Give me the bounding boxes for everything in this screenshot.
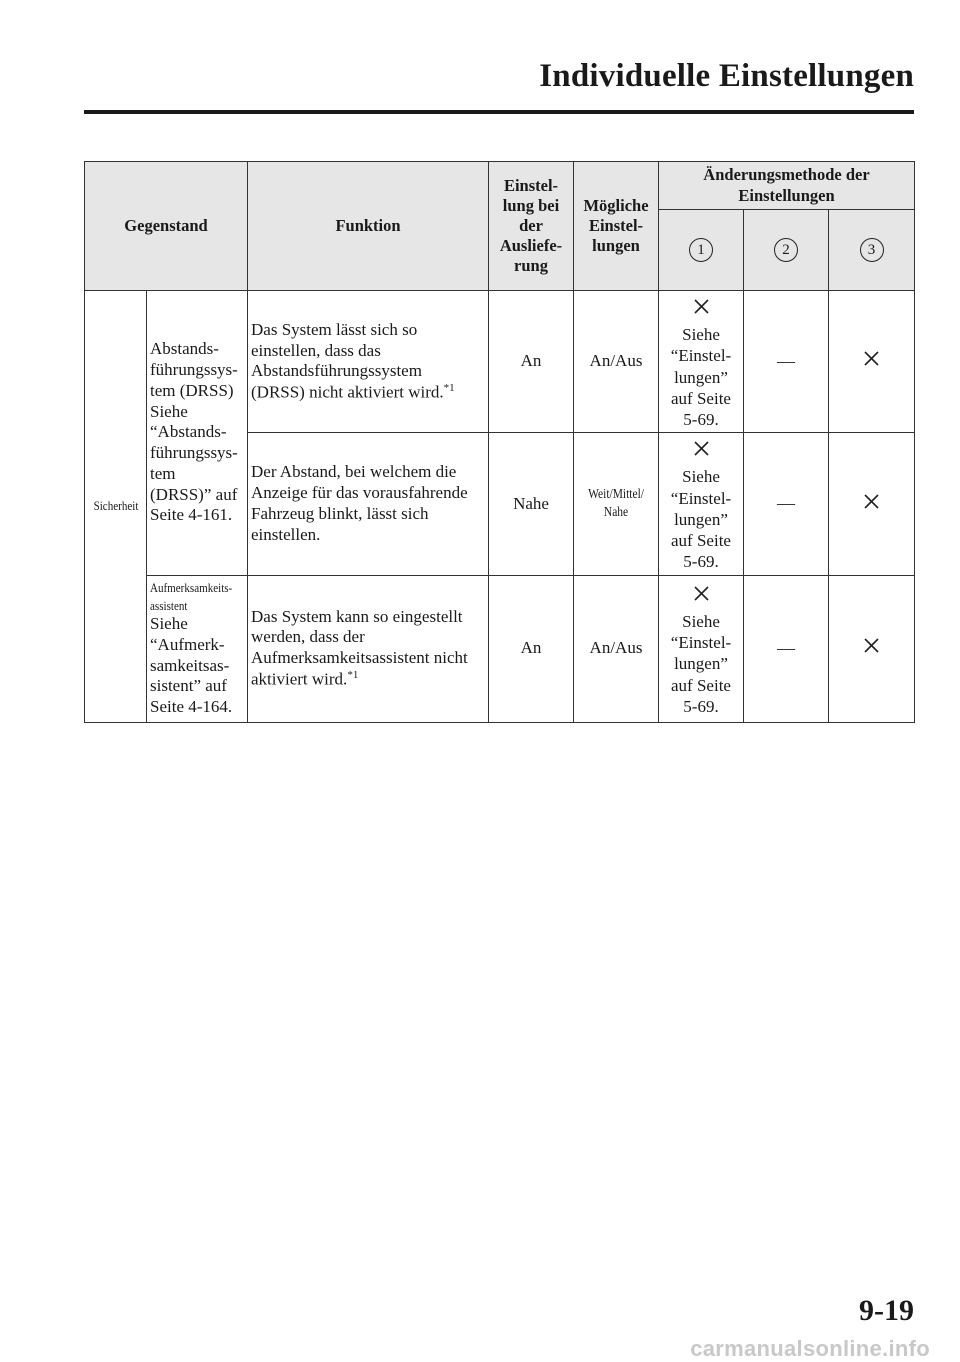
table-row [85, 575, 915, 722]
header-item: Gegenstand [85, 162, 248, 291]
cross-icon [864, 494, 879, 509]
category-cell: Sicherheit [89, 291, 142, 723]
header-possible-settings: Mögliche Einstel- lungen [574, 162, 659, 291]
cross-icon [694, 441, 709, 456]
method-1-cell: Siehe “Einstel- lungen” auf Seite 5-69. [659, 433, 744, 575]
table-row [85, 291, 915, 433]
method-1-cell: Siehe “Einstel- lungen” auf Seite 5-69. [659, 291, 744, 433]
circled-number-1-icon: 1 [689, 238, 713, 262]
header-function: Funktion [248, 162, 489, 291]
feature-cell-attention-assist: Aufmerksamkeits- assistent Siehe “Aufmerk- samkeitsas- sistent” auf Seite 4-164. [147, 575, 248, 722]
possible-values-cell: Weit/Mittel/ Nahe [574, 433, 659, 575]
method-3-cell [829, 575, 915, 722]
method-1-cell: Siehe “Einstel- lungen” auf Seite 5-69. [659, 575, 744, 722]
cross-icon [694, 586, 709, 601]
default-value-cell: Nahe [489, 433, 574, 575]
header-default-setting: Einstel- lung bei der Ausliefe- rung [489, 162, 574, 291]
circled-number-2-icon: 2 [774, 238, 798, 262]
circled-number-3-icon: 3 [860, 238, 884, 262]
page-title: Individuelle Einstellungen [539, 58, 914, 94]
feature-cell-drss: Abstands- führungssys- tem (DRSS) Siehe “Abstands- führungssys- tem (DRSS)” auf Seite 4-161. [147, 291, 248, 576]
function-cell: Das System kann so eingestellt werden, dass der Aufmerksamkeitsassistent nicht aktiviert wird.$^{*1}$ [248, 575, 489, 722]
settings-table [84, 161, 915, 723]
header-change-method: Änderungsmethode der Einstellungen [659, 162, 915, 210]
method-3-cell [829, 291, 915, 433]
header-method-2 [744, 210, 829, 291]
method-2-cell: — [744, 575, 829, 722]
method-3-cell [829, 433, 915, 575]
default-value-cell: An [489, 291, 574, 433]
title-rule [84, 110, 914, 114]
possible-values-cell: An/Aus [574, 291, 659, 433]
page-number: 9-19 [859, 1294, 914, 1327]
function-cell: Der Abstand, bei welchem die Anzeige für das vorausfahrende Fahrzeug blinkt, lässt sich einstellen. [248, 433, 489, 575]
cross-icon [864, 638, 879, 653]
cross-icon [694, 299, 709, 314]
function-cell: Das System lässt sich so einstellen, dass das Abstandsführungssystem (DRSS) nicht aktiviert wird.$^{*1}$ [248, 291, 489, 433]
method-2-cell: — [744, 291, 829, 433]
method-2-cell: — [744, 433, 829, 575]
possible-values-cell: An/Aus [574, 575, 659, 722]
default-value-cell: An [489, 575, 574, 722]
header-method-1 [659, 210, 744, 291]
watermark: carmanualsonline.info [690, 1336, 930, 1361]
header-method-3 [829, 210, 915, 291]
cross-icon [864, 351, 879, 366]
